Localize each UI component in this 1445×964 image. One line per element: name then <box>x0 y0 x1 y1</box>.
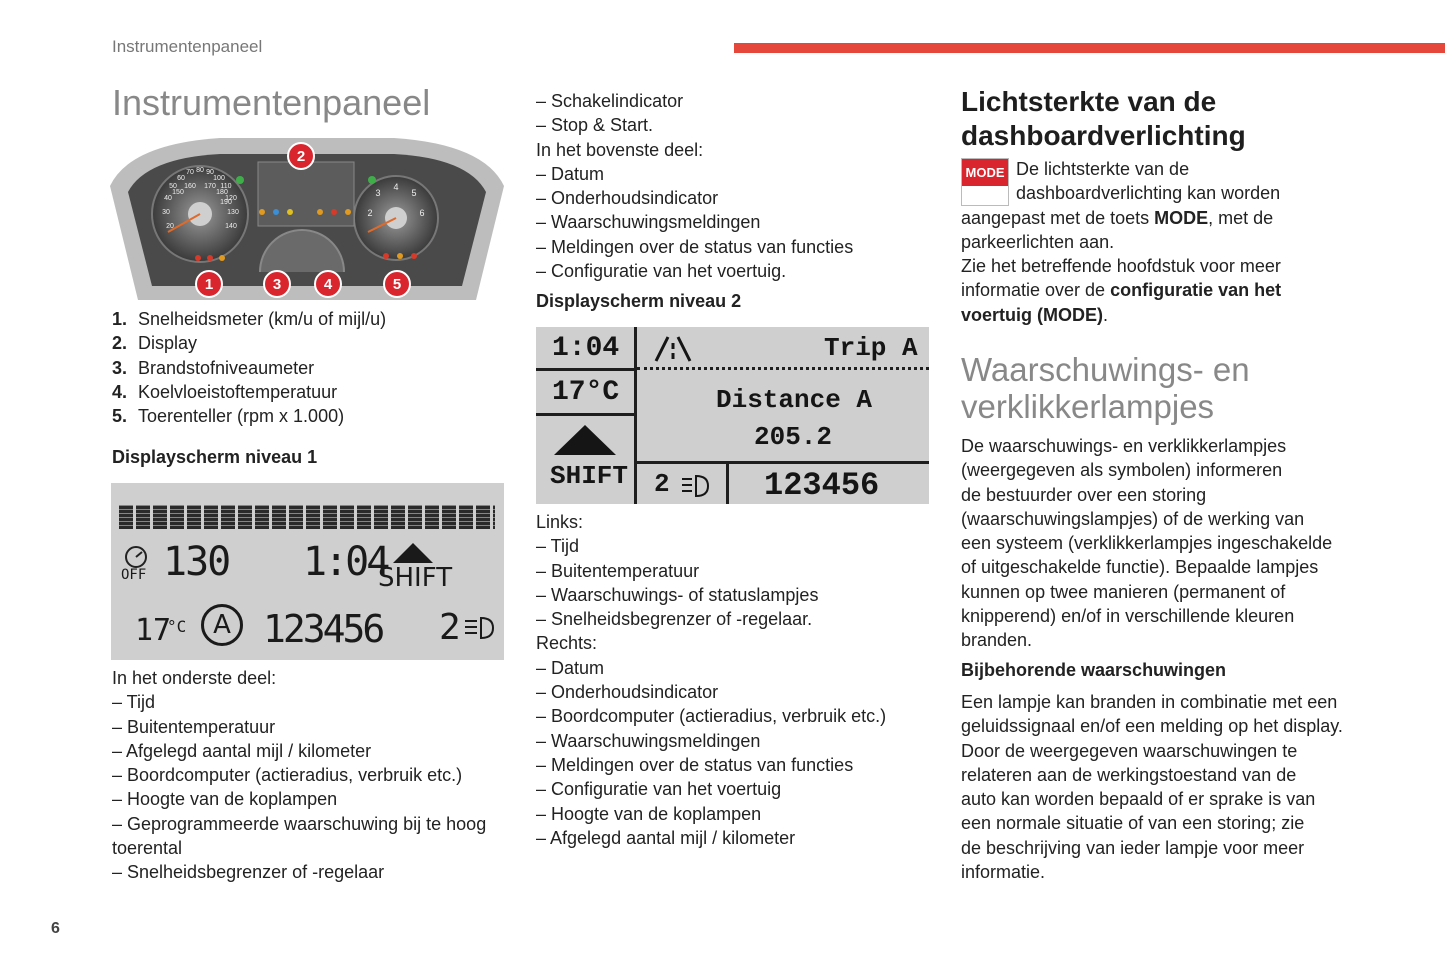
road-icon <box>652 335 694 363</box>
list-item: – Datum <box>536 657 605 678</box>
svg-text:6: 6 <box>419 208 425 218</box>
list-item: – Buitentemperatuur <box>536 560 700 581</box>
callout-5-label: 5 <box>392 276 402 293</box>
off-label: OFF <box>121 567 147 583</box>
time-readout: 1:04 <box>303 539 388 585</box>
display1-heading: Displayscherm niveau 1 <box>112 447 318 467</box>
mode-badge-label: MODE <box>962 159 1008 186</box>
display-level-1-illustration <box>111 483 504 660</box>
svg-text:190: 190 <box>220 199 232 206</box>
trip-label: Trip A <box>824 333 918 363</box>
headlamp-level-icon <box>463 615 495 641</box>
list-item: – Buitentemperatuur <box>112 716 276 737</box>
list-item: – Afgelegd aantal mijl / kilometer <box>536 827 796 848</box>
list-item: – Tijd <box>536 536 580 557</box>
list-item: – Onderhoudsindicator <box>536 682 719 703</box>
list-item: – Configuratie van het voertuig <box>536 779 782 800</box>
page-title: Instrumentenpaneel <box>112 82 431 123</box>
shift-up-arrow-icon <box>554 425 616 455</box>
legend-item: 5. Toerenteller (rpm x 1.000) <box>112 406 345 427</box>
list-item: – Meldingen over de status van functies <box>536 754 854 775</box>
svg-text:170: 170 <box>204 183 216 190</box>
svg-text:5: 5 <box>411 188 417 198</box>
list-item: – Waarschuwingsmeldingen <box>536 730 761 751</box>
list-item: – Configuratie van het voertuig. <box>536 261 787 282</box>
svg-text:160: 160 <box>184 183 196 190</box>
list-item: – Waarschuwings- of statuslampjes <box>536 584 819 605</box>
svg-text:110: 110 <box>220 183 232 190</box>
svg-text:30: 30 <box>162 209 170 216</box>
warning-lights-paragraph: De waarschuwings- en verklikkerlampjes (weergegeven als symbolen) informeren de bestuurder over een storing (waarschuwingslampjes) of de werking van een systeem (verklikkerlampjes ingeschakelde of uitgeschakelde functie). Bepaalde lampjes kunnen op twee manieren (permanent of knipperend) en/of in verschillende kleuren branden. <box>961 436 1333 651</box>
list-item: – Hoogte van de koplampen <box>536 803 762 824</box>
list-item: – Schakelindicator <box>536 91 684 111</box>
svg-text:150: 150 <box>172 189 184 196</box>
svg-text:140: 140 <box>225 223 237 230</box>
list-item: – Snelheidsbegrenzer of -regelaar. <box>536 609 813 630</box>
upper-part-list <box>536 89 853 283</box>
headlamp-level-readout: 2 <box>654 469 670 499</box>
list-item: toerental <box>112 838 183 859</box>
distance-value: 205.2 <box>754 422 833 452</box>
center-display <box>258 162 354 226</box>
odometer-readout: 123456 <box>764 467 880 504</box>
legend-item: 3. Brandstofniveaumeter <box>112 357 315 378</box>
svg-text:100: 100 <box>213 175 225 182</box>
display-level-2-illustration <box>536 327 929 504</box>
page-number: 6 <box>51 920 60 937</box>
list-item: – Snelheidsbegrenzer of -regelaar <box>112 862 385 883</box>
cluster-legend <box>112 307 386 428</box>
list-item: – Boordcomputer (actieradius, verbruik etc.) <box>536 706 887 727</box>
svg-text:20: 20 <box>166 223 174 230</box>
callout-2-label: 2 <box>296 148 306 165</box>
list-item: – Boordcomputer (actieradius, verbruik etc.) <box>112 765 463 786</box>
list-intro: Links: <box>536 512 584 532</box>
list-intro: Rechts: <box>536 633 598 654</box>
running-header: Instrumentenpaneel <box>112 37 263 56</box>
temp-unit: °C <box>167 617 187 636</box>
legend-item: 1. Snelheidsmeter (km/u of mijl/u) <box>112 309 387 329</box>
shift-label: SHIFT <box>550 461 629 491</box>
headlamp-level-icon <box>678 473 710 499</box>
list-item: – Stop & Start. <box>536 115 654 136</box>
legend-item: 2. Display <box>112 333 198 354</box>
callout-1-label: 1 <box>204 276 214 293</box>
list-item: – Hoogte van de koplampen <box>112 789 338 810</box>
callout-3-label: 3 <box>272 276 282 293</box>
svg-text:40: 40 <box>164 195 172 202</box>
svg-text:70: 70 <box>186 169 194 176</box>
shift-label: SHIFT <box>378 563 453 593</box>
temp-readout: 17°C <box>552 377 620 408</box>
header-accent-bar <box>734 43 1445 53</box>
warning-lights-heading: Waarschuwings- en verklikkerlampjes <box>961 351 1250 425</box>
distance-label: Distance A <box>716 385 873 415</box>
svg-text:90: 90 <box>206 169 214 176</box>
svg-text:120: 120 <box>225 195 237 202</box>
instrument-cluster-illustration <box>110 136 504 300</box>
list-intro: In het bovenste deel: <box>536 139 704 160</box>
dashboard-lighting-paragraph: De lichtsterkte van de dashboardverlichting kan worden aangepast met de toets MODE, met de parkeerlichten aan. Zie het betreffende hoofdstuk voor meer informatie over de configuratie van het voertuig (MODE). <box>961 159 1282 325</box>
list-item: – Afgelegd aantal mijl / kilometer <box>112 740 372 761</box>
svg-text:130: 130 <box>227 209 239 216</box>
speed-readout: 130 <box>163 539 230 585</box>
segment-bar <box>119 505 495 529</box>
temp-readout: 17 <box>135 613 172 648</box>
associated-warnings-paragraph: Een lampje kan branden in combinatie met een geluidssignaal en/of een melding op het display. Door de weergegeven waarschuwingen te relateren aan de werkingstoestand van de auto kan worden bepaald of er sprake is van een normale situatie of van een storing; zie de beschrijving van ieder lampje voor meer informatie. <box>961 692 1343 883</box>
list-intro: In het onderste deel: <box>112 668 277 688</box>
callout-4-label: 4 <box>323 276 333 293</box>
stop-start-icon: A <box>201 604 243 646</box>
list-item: – Datum <box>536 163 605 184</box>
headlamp-level-readout: 2 <box>439 607 461 648</box>
display2-description-list <box>536 510 886 850</box>
legend-item: 4. Koelvloeistoftemperatuur <box>112 381 338 402</box>
list-item: – Waarschuwingsmeldingen <box>536 212 761 233</box>
svg-text:4: 4 <box>393 182 399 192</box>
list-item: – Geprogrammeerde waarschuwing bij te hoog <box>112 813 487 834</box>
svg-text:2: 2 <box>367 208 373 218</box>
lower-part-list <box>112 666 486 885</box>
svg-text:50: 50 <box>169 183 177 190</box>
svg-text:3: 3 <box>375 188 381 198</box>
svg-text:60: 60 <box>177 175 185 182</box>
time-readout: 1:04 <box>552 333 620 364</box>
list-item: – Onderhoudsindicator <box>536 188 719 209</box>
associated-warnings-heading: Bijbehorende waarschuwingen <box>961 660 1227 680</box>
dashboard-lighting-heading: Lichtsterkte van de dashboardverlichting <box>961 86 1246 151</box>
svg-text:80: 80 <box>196 167 204 174</box>
display2-heading: Displayscherm niveau 2 <box>536 291 742 311</box>
shift-up-arrow-icon <box>393 543 433 563</box>
svg-text:180: 180 <box>216 189 228 196</box>
list-item: – Tijd <box>112 692 156 713</box>
list-item: – Meldingen over de status van functies <box>536 236 854 257</box>
odometer-readout: 123456 <box>263 607 383 651</box>
